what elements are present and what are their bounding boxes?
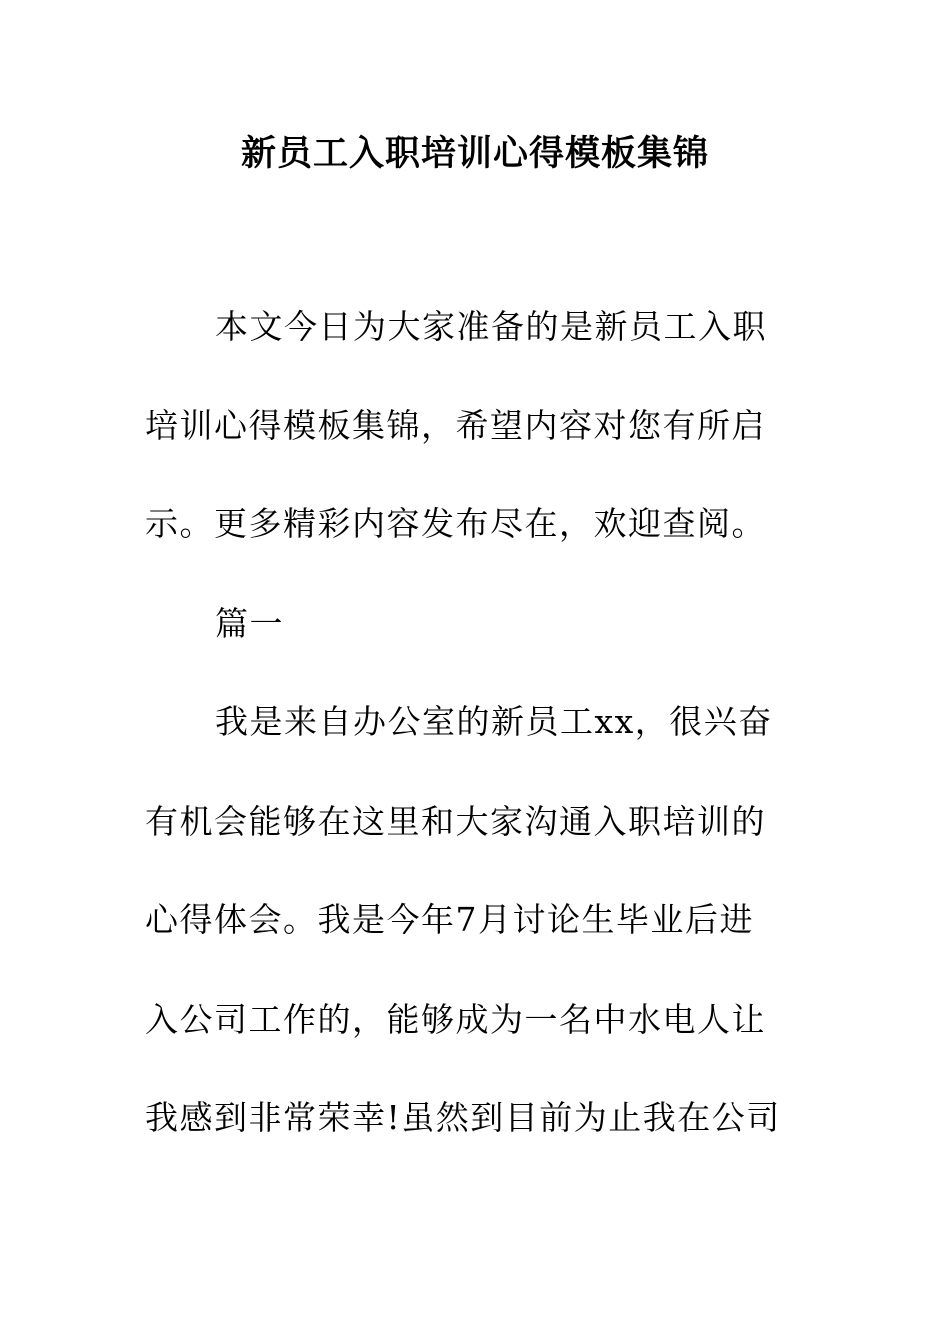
paragraph-line: 我是来自办公室的新员工xx，很兴奋 xyxy=(215,702,773,741)
paragraph-line: 示。更多精彩内容发布尽在，欢迎查阅。 xyxy=(145,504,766,543)
paragraph-line: 入公司工作的，能够成为一名中水电人让 xyxy=(145,1000,766,1039)
paragraph-line: 培训心得模板集锦，希望内容对您有所启 xyxy=(145,406,766,445)
paragraph-line: 本文今日为大家准备的是新员工入职 xyxy=(215,307,767,346)
document-title: 新员工入职培训心得模板集锦 xyxy=(240,134,709,174)
paragraph-line: 有机会能够在这里和大家沟通入职培训的 xyxy=(145,802,766,841)
paragraph-line: 心得体会。我是今年7月讨论生毕业后进 xyxy=(145,900,754,939)
paragraph-line: 我感到非常荣幸!虽然到目前为止我在公司 xyxy=(145,1098,781,1137)
section-heading: 篇一 xyxy=(215,604,284,643)
